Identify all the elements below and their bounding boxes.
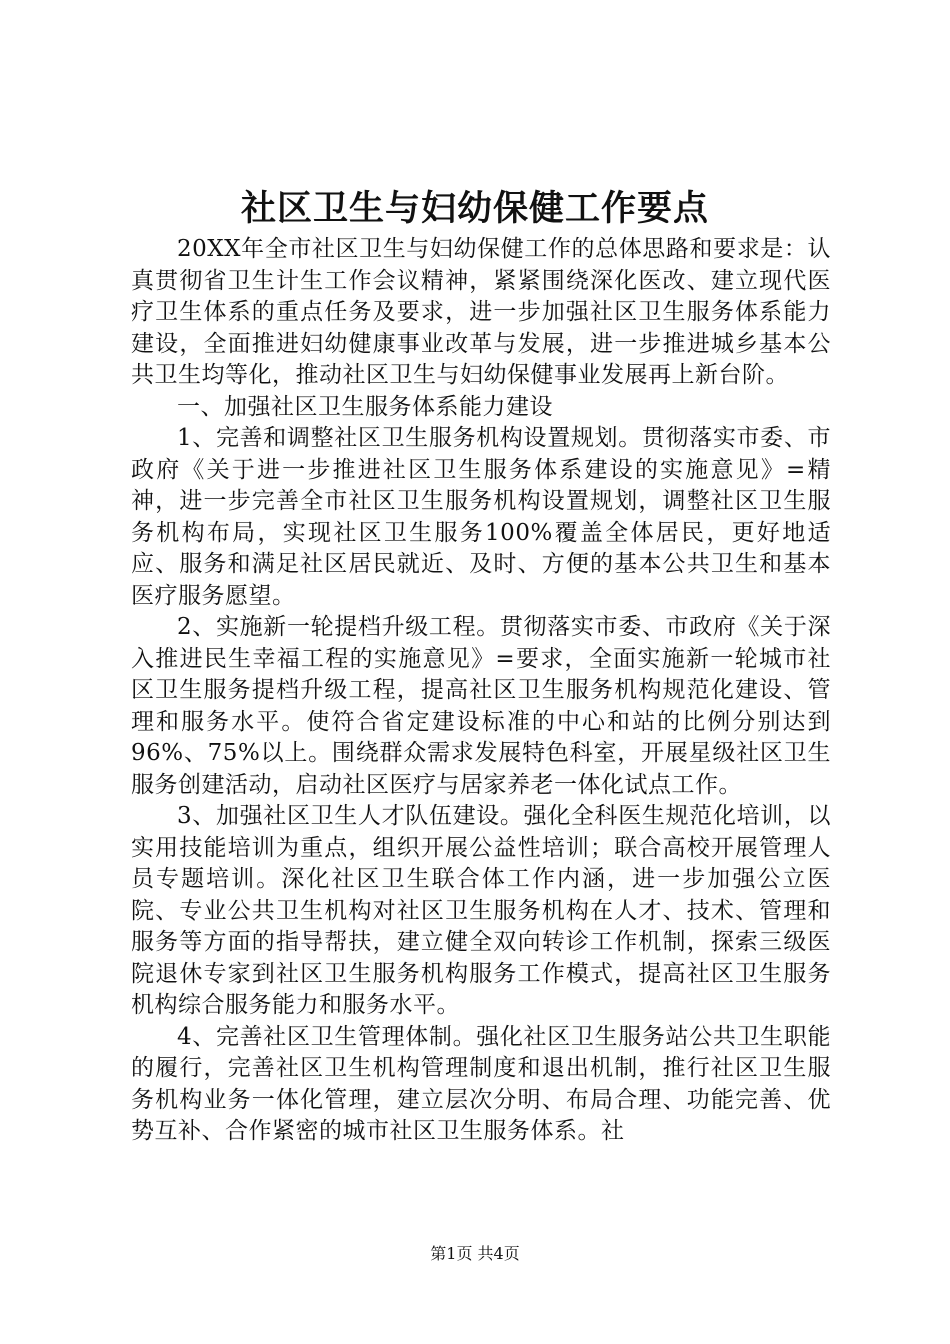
page-number-footer: 第1页 共4页 (430, 1244, 520, 1263)
paragraph-item-4: 4、完善社区卫生管理体制。强化社区卫生服务站公共卫生职能的履行，完善社区卫生机构管理制度和退出机制，推行社区卫生服务机构业务一体化管理，建立层次分明、布局合理、功能完善、优势互补、合作紧密的城市社区卫生服务体系。社 (131, 1023, 831, 1144)
paragraph-item-2: 2、实施新一轮提档升级工程。贯彻落实市委、市政府《关于深入推进民生幸福工程的实施意见》=要求，全面实施新一轮城市社区卫生服务提档升级工程，提高社区卫生服务机构规范化建设、管理和服务水平。使符合省定建设标准的中心和站的比例分别达到96%、75%以上。围绕群众需求发展特色科室，开展星级社区卫生服务创建活动，启动社区医疗与居家养老一体化试点工作。 (131, 614, 831, 798)
document-body (131, 234, 831, 1148)
paragraph-item-1: 1、完善和调整社区卫生服务机构设置规划。贯彻落实市委、市政府《关于进一步推进社区卫生服务体系建设的实施意见》=精神，进一步完善全市社区卫生服务机构设置规划，调整社区卫生服务机构布局，实现社区卫生服务100%覆盖全体居民，更好地适应、服务和满足社区居民就近、及时、方便的基本公共卫生和基本医疗服务愿望。 (131, 425, 831, 609)
section-heading-1: 一、加强社区卫生服务体系能力建设 (177, 393, 553, 420)
paragraph-intro: 20XX年全市社区卫生与妇幼保健工作的总体思路和要求是：认真贯彻省卫生计生工作会议精神，紧紧围绕深化医改、建立现代医疗卫生体系的重点任务及要求，进一步加强社区卫生服务体系能力建设，全面推进妇幼健康事业改革与发展，进一步推进城乡基本公共卫生均等化，推动社区卫生与妇幼保健事业发展再上新台阶。 (131, 236, 831, 388)
paragraph-item-3: 3、加强社区卫生人才队伍建设。强化全科医生规范化培训，以实用技能培训为重点，组织开展公益性培训；联合高校开展管理人员专题培训。深化社区卫生联合体工作内涵，进一步加强公立医院、专业公共卫生机构对社区卫生服务机构在人才、技术、管理和服务等方面的指导帮扶，建立健全双向转诊工作机制，探索三级医院退休专家到社区卫生服务机构服务工作模式，提高社区卫生服务机构综合服务能力和服务水平。 (131, 803, 831, 1018)
document-title: 社区卫生与妇幼保健工作要点 (240, 188, 709, 229)
